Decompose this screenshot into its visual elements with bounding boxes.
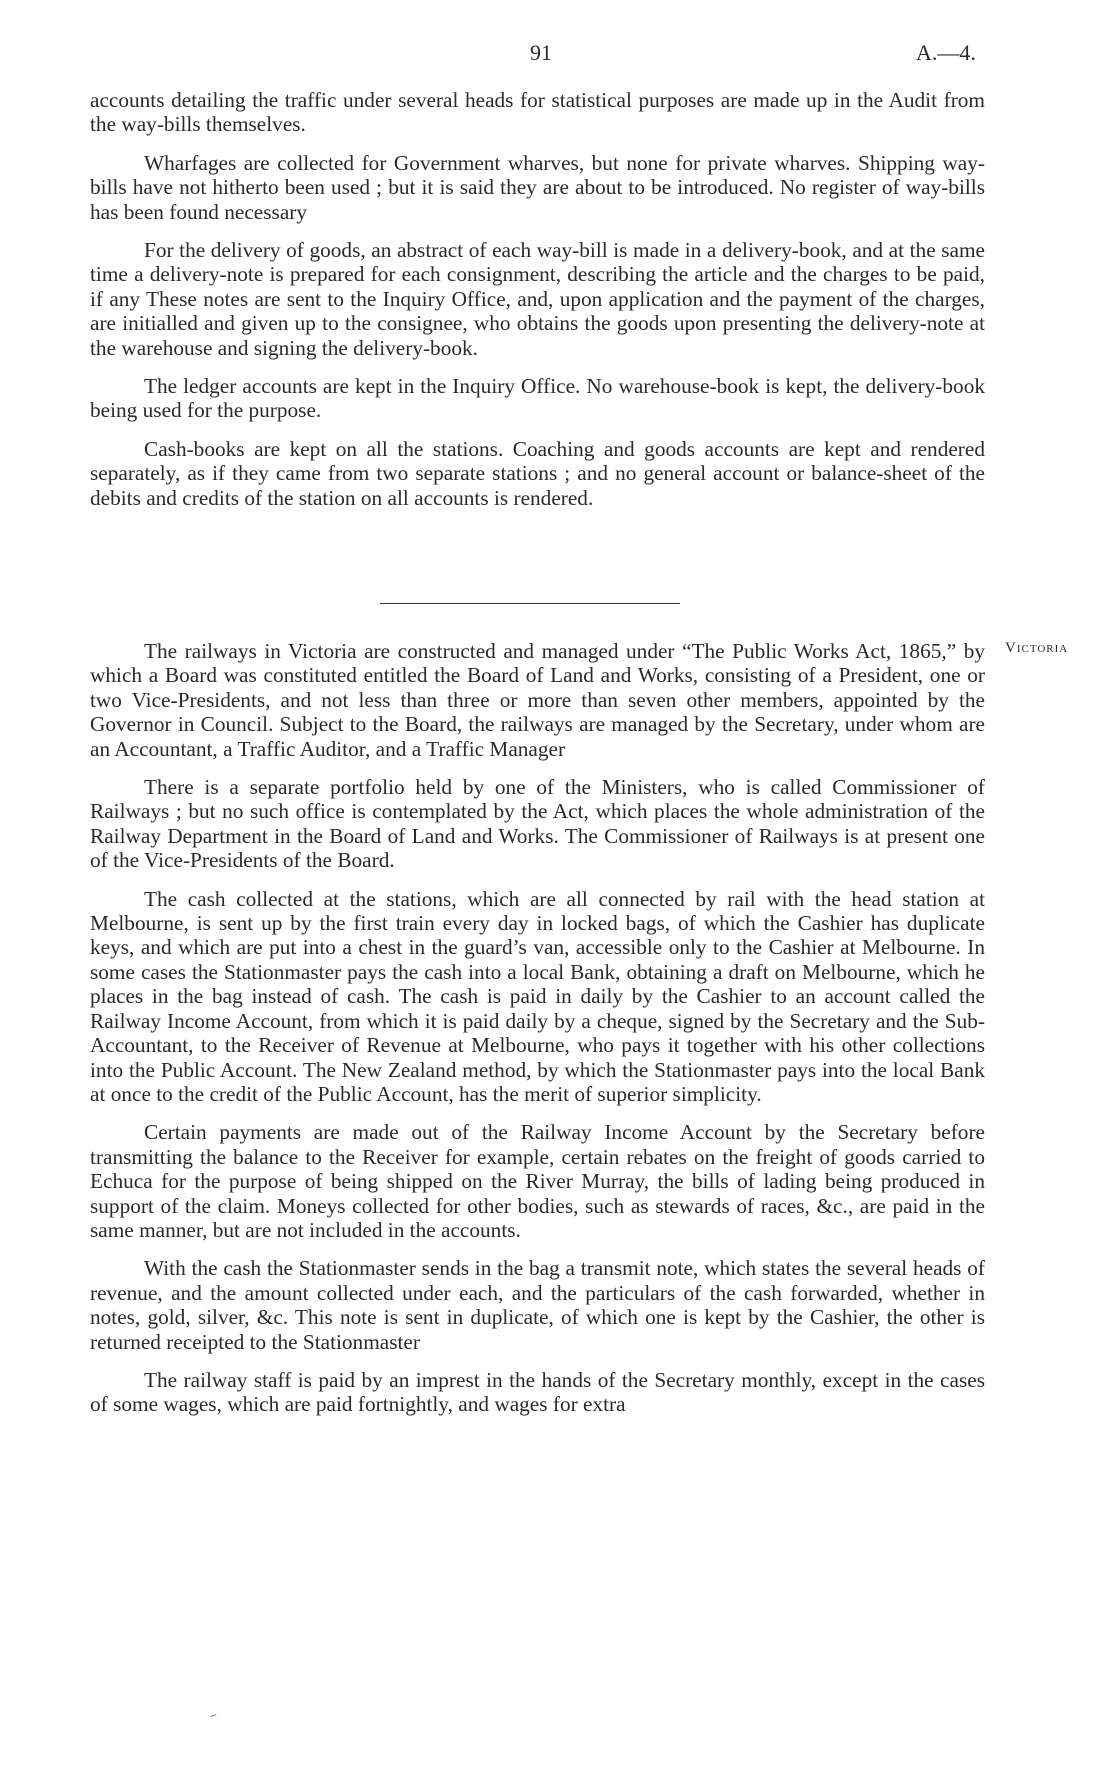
paragraph-delivery-of-goods: For the delivery of goods, an abstract of each way-bill is made in a delivery-book, and at the same time a delivery-note is prepared for each consignment, describing the article and the charges to be paid, if any These notes are sent to the Inquiry Office, and, upon application and the payment of the charges, are initialled and given up to the consignee, who obtains the goods upon presenting the delivery-note at the warehouse and signing the delivery-book.	[90, 238, 985, 360]
margin-note-victoria: Victoria	[1005, 640, 1069, 656]
paragraph-railway-staff: The railway staff is paid by an imprest in the hands of the Secretary monthly, except in the cases of some wages, which are paid fortnightly, and wages for extra	[90, 1367, 985, 1417]
stray-ink-mark	[210, 1714, 217, 1720]
section-divider	[380, 603, 680, 604]
paragraph-commissioner-of-railways: There is a separate portfolio held by one of the Ministers, who is called Commissioner of Railways ; but no such office is contemplated by the Act, which places the whole administration of the Railway Department in the Board of Land and Works. The Commissioner of Railways is at present one of the Vice-Presidents of the Board.	[90, 775, 985, 873]
page-header	[0, 40, 1114, 70]
paragraph-public-works-act: The railways in Victoria are constructed and managed under “The Public Works Act, 1865,” by which a Board was constituted entitled the Board of Land and Works, consisting of a President, one or two Vice-Presidents, and not less than three or more than seven other members, appointed by the Governor in Council. Subject to the Board, the railways are managed by the Secretary, under whom are an Accountant, a Traffic Auditor, and a Traffic Manager	[90, 639, 985, 761]
paragraph-cash-collection: The cash collected at the stations, which are all connected by rail with the head station at Melbourne, is sent up by the first train every day in locked bags, of which the Cashier has duplicate keys, and which are put into a chest in the guard’s van, accessible only to the Cashier at Melbourne. In some cases the Stationmaster pays the cash into a local Bank, obtaining a draft on Melbourne, which he places in the bag instead of cash. The cash is paid in daily by the Cashier to an account called the Railway Income Account, from which it is paid daily by a cheque, signed by the Secretary and the Sub-Accountant, to the Receiver of Revenue at Melbourne, who pays it together with his other collections into the Public Account. The New Zealand method, by which the Stationmaster pays into the local Bank at once to the credit of the Public Account, has the merit of superior simplicity.	[90, 886, 985, 1106]
paragraph-income-account-payments: Certain payments are made out of the Railway Income Account by the Secretary before transmitting the balance to the Receiver for example, certain rebates on the freight of goods carried to Echuca for the purpose of being shipped on the River Murray, the bills of lading being produced in support of the claim. Moneys collected for other bodies, such as stewards of races, &c., are paid in the same manner, but are not included in the accounts.	[90, 1120, 985, 1242]
section-station-accounts	[90, 88, 985, 524]
paragraph-audit-accounts: accounts detailing the traffic under several heads for statistical purposes are made up in the Audit from the way-bills themselves.	[90, 88, 985, 137]
paragraph-ledger-accounts: The ledger accounts are kept in the Inquiry Office. No warehouse-book is kept, the delivery-book being used for the purpose.	[90, 374, 985, 423]
section-victoria	[90, 639, 985, 1431]
page-number: 91	[530, 40, 552, 65]
paragraph-wharfages: Wharfages are collected for Government wharves, but none for private wharves. Shipping way-bills have not hitherto been used ; but it is said they are about to be introduced. No register of way-bills has been found necessary	[90, 150, 985, 224]
paragraph-transmit-note: With the cash the Stationmaster sends in the bag a transmit note, which states the several heads of revenue, and the amount collected under each, and the particulars of the cash forwarded, whether in notes, gold, silver, &c. This note is sent in duplicate, of which one is kept by the Cashier, the other is returned receipted to the Stationmaster	[90, 1256, 985, 1354]
paragraph-cash-books: Cash-books are kept on all the stations. Coaching and goods accounts are kept and rendered separately, as if they came from two separate stations ; and no general account or balance-sheet of the debits and credits of the station on all accounts is rendered.	[90, 436, 985, 510]
document-reference: A.—4.	[916, 40, 976, 65]
